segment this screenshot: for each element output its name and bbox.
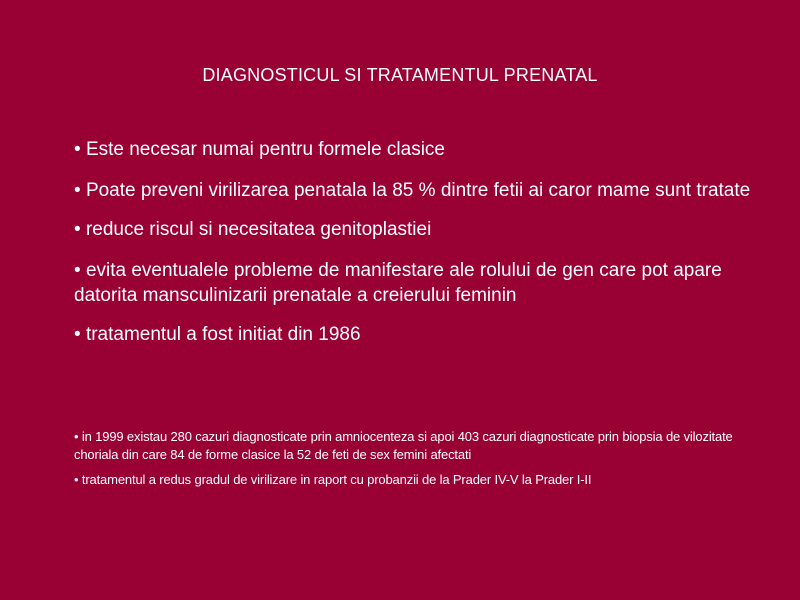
list-item-text: evita eventualele probleme de manifestare ale rolului de gen care pot apare datorita mansculinizarii prenatale a creierului feminin [74, 260, 722, 306]
bullet-icon: • [74, 472, 79, 487]
list-item [74, 217, 764, 242]
bullet-icon: • [74, 139, 81, 160]
detail-bullet-list [74, 428, 764, 496]
list-item-text: tratamentul a redus gradul de virilizare in raport cu probanzii de la Prader IV-V la Prader I-II [81, 472, 592, 487]
list-item [74, 178, 764, 203]
main-bullet-list [74, 137, 764, 363]
list-item-text: Este necesar numai pentru formele clasice [85, 139, 445, 160]
bullet-icon: • [74, 324, 81, 345]
bullet-icon: • [74, 260, 81, 281]
list-item [74, 428, 764, 464]
list-item-text: Poate preveni virilizarea penatala la 85 % dintre fetii ai caror mame sunt tratate [85, 180, 751, 201]
slide-title: DIAGNOSTICUL SI TRATAMENTUL PRENATAL [202, 65, 598, 85]
list-item [74, 322, 764, 347]
list-item-text: reduce riscul si necesitatea genitoplastiei [85, 219, 432, 240]
bullet-icon: • [74, 180, 81, 201]
list-item [74, 137, 764, 162]
list-item [74, 471, 764, 489]
bullet-icon: • [74, 429, 79, 444]
list-item [74, 258, 764, 308]
list-item-text: tratamentul a fost initiat din 1986 [85, 324, 361, 345]
list-item-text: in 1999 existau 280 cazuri diagnosticate prin amniocenteza si apoi 403 cazuri diagnosticate prin biopsia de vilozitate choriala din care 84 de forme clasice la 52 de feti de sex femini afectati [74, 429, 733, 462]
bullet-icon: • [74, 219, 81, 240]
